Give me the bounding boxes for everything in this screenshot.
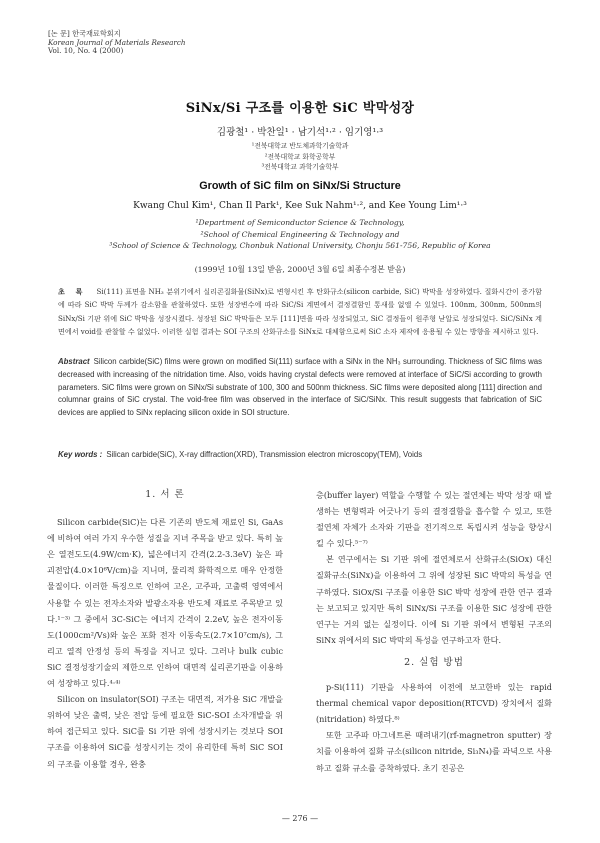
section-1-paragraph: Silicon carbide(SiC)는 다른 기존의 반도체 재료인 Si, GaAs에 비하여 여러 가지 우수한 성질을 지녀 주목을 받고 있다. 특히 높은 열전도도(4.9W/cm·K), 넓은에너지 간격(2.2-3.3eV) 높은 파괴전압(4.0×10⁶V/cm)을 지니며, 물리적 화학적으로 매우 안정한 물질이다. 이러한 특징으로 인하여 고온, 고주파, 고출력 영역에서 사용할 수 있는 전자소자와 발광소자용 반도체 재료로 주목받고 있다.¹⁻³⁾ 그 중에서 3C-SiC는 에너지 간격이 2.2eV, 높은 전자이동도(1000cm²/Vs)와 높은 포화 전자 이동속도(2.7×10⁷cm/s), 그리고 열적 안정성 등의 특징을 지니고 있다. 그러나 bulk cubic SiC 결정성장기술의 제한으로 인하여 대면적 실리콘기판을 이용하여 성장하고 있다.⁴·⁴⁾ xyxy=(47,517,283,689)
section-1-title: 1. 서 론 xyxy=(145,489,185,500)
affiliation-en-1: ¹Department of Semiconductor Science & Technology, xyxy=(195,218,405,227)
section-2-title: 2. 실험 방법 xyxy=(404,656,464,668)
abstract-en-label: Abstract xyxy=(58,357,90,366)
left-column xyxy=(47,487,283,772)
affiliation-en-3: ³School of Science & Technology, Chonbuk National University, Chonju 561-756, Republic of Korea xyxy=(109,241,491,251)
authors-en: Kwang Chul Kim¹, Chan Il Park¹, Kee Suk Nahm¹·², and Kee Young Lim¹·³ xyxy=(133,201,467,211)
abstract-ko xyxy=(58,285,542,339)
abstract-ko-text: Si(111) 표면을 NH₃ 분위기에서 실리콘질화물(SiNx)로 변형시킨 후 탄화규소(silicon carbide, SiC) 박막을 성장하였다. 질화시간이 증가함에 따라 SiC 박막 두께가 감소함을 관찰하였다. 또한 성장변수에 따라 SiC/Si 계면에서 결정결함인 통새를 없앨 수 있었다. 100nm, 300nm, 500nm의 SiNx/Si 기판 위에 SiC 박막을 성장시켰다. 성장된 SiC 박막들은 모두 [111]면을 따라 성장되었고, SiC 결정들이 원주형 낟알로 성장되었다. SiC/SiNx 계면에서 void를 관찰할 수 없었다. 이러한 실험 결과는 SOI 구조의 산화규소를 SiNx로 대체함으로써 SiC 소자 제작에 응용될 수 있는 방향을 제시하고 있다. xyxy=(58,287,542,337)
affiliation-ko-2: ²전북대학교 화학공학부 xyxy=(264,152,336,161)
paper-title-ko: SiNx/Si 구조를 이용한 SiC 박막성장 xyxy=(185,101,415,116)
section-1-paragraph: Silicon on insulator(SOI) 구조는 대면적, 저가용 SiC 개발을 위하여 낮은 출력, 낮은 전압 등에 필요한 SiC-SOI 소자개발을 위하여 접근되고 있다. SiC를 Si 기판 위에 성장시키는 것보다 SOI 구조를 이용하여 SiC를 성장시키는 것이 유리한데 특히 SiC SOI의 구조를 이용할 경우, 완충 xyxy=(47,694,283,769)
affiliation-en-2: ²School of Chemical Engineering & Technology and xyxy=(200,229,400,239)
authors-ko: 김광철¹ · 박찬일¹ · 남기석¹·² · 임기영¹·³ xyxy=(216,127,384,138)
affiliations-en xyxy=(0,217,600,252)
journal-header xyxy=(48,30,186,56)
affiliations-ko xyxy=(0,141,600,173)
page-number: — 276 — xyxy=(281,814,319,823)
keywords xyxy=(58,450,542,459)
abstract-ko-label: 초 록 xyxy=(58,287,87,296)
affiliation-ko-3: ³전북대학교 과학기술학부 xyxy=(261,163,339,171)
keywords-label: Key words : xyxy=(58,450,103,459)
affiliation-ko-1: ¹전북대학교 반도체과학기술학과 xyxy=(251,142,349,150)
journal-name-en: Korean Journal of Materials Research xyxy=(48,37,186,47)
intro-continued-paragraph: 층(buffer layer) 역할을 수행할 수 있는 절연체는 박막 성장 때 발생하는 변형력과 어긋나기 등의 결정결함을 흡수할 수 있고, 또한 절연체 자체가 소자와 기판을 전기적으로 독립시켜 성능을 향상시킬 수 있다.⁵⁻⁷⁾ xyxy=(316,490,552,549)
abstract-en-text: Silicon carbide(SiC) films were grown on modified Si(111) surface with a SiNx in the NH₃ surrounding. Thickness of SiC films was decreased with increasing of the nitridation time. Also, voids having crystal defects were removed at interface of SiC/Si according to growth parameters. SiC films were grown on SiNx/Si substrate of 100, 300 and 500nm thickness. SiC films were deposited along [111] direction and columnar grains of SiC crystal. The void-free film was observed in the interface of SiC/SiNx. This result suggests that fabrication of SiC devices are applied to SiNx replacing silicon oxide in SOI structure. xyxy=(58,357,542,418)
right-column xyxy=(316,487,552,776)
keywords-text: Silican carbide(SiC), X-ray diffraction(XRD), Transmission electron microscopy(TEM), Voids xyxy=(106,450,423,459)
abstract-en xyxy=(58,356,542,420)
paper-title-en: Growth of SiC film on SiNx/Si Structure xyxy=(199,180,401,192)
journal-volume: Vol. 10, No. 4 (2000) xyxy=(48,46,124,56)
section-2-paragraph: p-Si(111) 기판을 사용하여 이전에 보고한바 있는 rapid thermal chemical vapor deposition(RTCVD) 장치에서 질화(nitridation) 하였다.⁸⁾ xyxy=(316,682,552,725)
intro-paragraph: 본 연구에서는 Si 기판 위에 절연체로서 산화규소(SiOx) 대신 질화규소(SiNx)을 이용하여 그 위에 성장된 SiC 박막의 특성을 연구하였다. SiOx/Si 구조를 이용한 SiC 박막 성장에 관한 연구 결과는 보고되고 있지만 특히 SiNx/Si 구조를 이용한 SiC 성장에 관한 연구는 거의 없는 실정이다. 이에 Si 기판 위에서 변형된 구조의 SiNx 위에서의 SiC 박막의 특성을 연구하고자 한다. xyxy=(316,554,552,645)
received-dates: (1999년 10월 13일 받음, 2000년 3월 6일 최종수정본 받음) xyxy=(194,265,406,274)
journal-name-ko: [논 문] 한국재료학회지 xyxy=(48,29,121,38)
section-2-paragraph: 또한 고주파 마그네트론 때려내기(rf-magnetron sputter) 장치를 이용하여 질화 규소(silicon nitride, Si₃N₄)를 과녁으로 사용하고 질화 규소를 증착하였다. 초기 진공은 xyxy=(316,730,552,773)
